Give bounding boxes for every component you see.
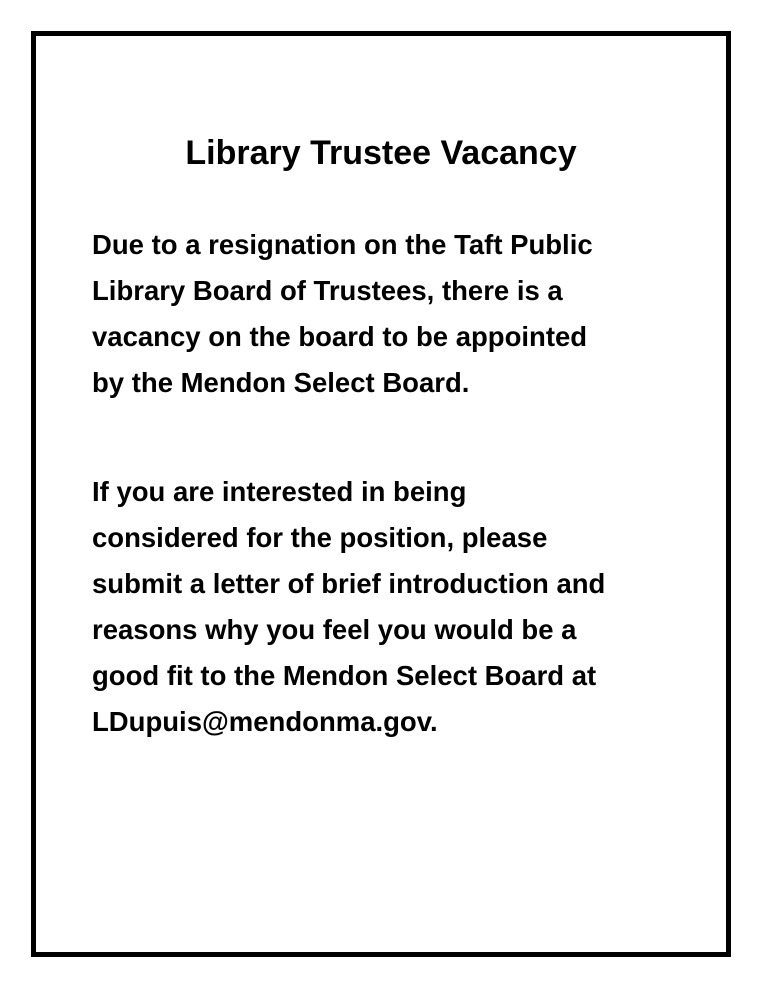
application-paragraph	[92, 469, 692, 745]
notice-frame	[31, 31, 731, 957]
paragraph-line: Library Board of Trustees, there is a	[92, 275, 563, 306]
paragraph-line: If you are interested in being	[92, 476, 467, 507]
vacancy-paragraph	[92, 222, 692, 406]
paragraph-line: good fit to the Mendon Select Board at	[92, 660, 597, 691]
paragraph-line: by the Mendon Select Board.	[92, 367, 470, 398]
paragraph-line: Due to a resignation on the Taft Public	[92, 229, 593, 260]
paragraph-line: submit a letter of brief introduction and	[92, 568, 606, 599]
notice-title: Library Trustee Vacancy	[185, 134, 577, 172]
paragraph-line: considered for the position, please	[92, 522, 548, 553]
paragraph-line: reasons why you feel you would be a	[92, 614, 577, 645]
contact-email[interactable]: LDupuis@mendonma.gov.	[92, 706, 438, 737]
paragraph-line: vacancy on the board to be appointed	[92, 321, 588, 352]
